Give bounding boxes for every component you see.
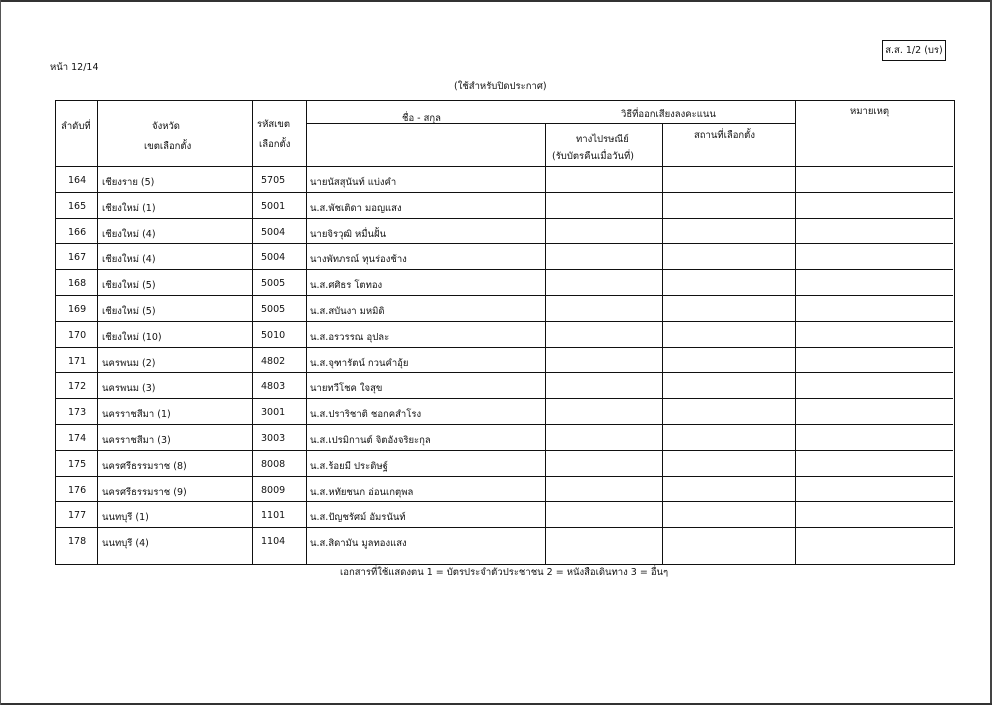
cell-candidate-name: น.ส.จุฑารัตน์ กวนคำอุ้ย: [310, 358, 409, 369]
row-line: [56, 218, 953, 219]
cell-province: นครพนม (3): [102, 383, 156, 394]
form-code-box: ส.ส. 1/2 (บร): [882, 40, 946, 61]
row-line: [56, 295, 953, 296]
page-top-edge: [0, 0, 992, 2]
cell-candidate-name: นายจิรวุฒิ หมื่นฝั้น: [310, 229, 387, 240]
cell-candidate-name: นายนัสสุนันท์ แบ่งคำ: [310, 177, 397, 188]
cell-province: นครราชสีมา (3): [102, 435, 171, 446]
row-line: [56, 450, 953, 451]
ballot-table: [55, 100, 955, 565]
cell-order: 167: [68, 252, 87, 263]
cell-candidate-name: น.ส.สิดามัน มูลทองแสง: [310, 538, 407, 549]
cell-order: 168: [68, 278, 87, 289]
cell-order: 177: [68, 510, 87, 521]
row-line: [306, 123, 795, 124]
cell-order: 176: [68, 485, 87, 496]
cell-candidate-name: น.ส.ปัญชรัศม์ อัมรนันท์: [310, 512, 406, 523]
cell-order: 166: [68, 227, 87, 238]
header-code-line1: รหัสเขต: [257, 119, 291, 130]
cell-district-code: 5705: [261, 175, 286, 186]
cell-order: 169: [68, 304, 87, 315]
row-line: [56, 527, 953, 528]
header-by-post-line2: (รับบัตรคืนเมื่อวันที่): [552, 151, 635, 162]
col-line: [252, 101, 253, 564]
cell-order: 165: [68, 201, 87, 212]
row-line: [56, 192, 953, 193]
row-line: [56, 269, 953, 270]
cell-district-code: 3001: [261, 407, 286, 418]
header-voting-method: วิธีที่ออกเสียงลงคะแนน: [621, 109, 716, 120]
col-line: [306, 101, 307, 564]
header-province-line2: เขตเลือกตั้ง: [144, 141, 192, 152]
cell-province: นนทบุรี (4): [102, 538, 149, 549]
cell-order: 173: [68, 407, 87, 418]
cell-district-code: 5004: [261, 252, 286, 263]
cell-province: เชียงใหม่ (4): [102, 254, 156, 265]
cell-candidate-name: น.ส.เปรมิกานต์ จิตอังจริยะกุล: [310, 435, 431, 446]
row-line: [56, 321, 953, 322]
cell-province: นครศรีธรรมราช (8): [102, 461, 187, 472]
cell-district-code: 5010: [261, 330, 286, 341]
cell-district-code: 5005: [261, 278, 286, 289]
cell-province: เชียงใหม่ (10): [102, 332, 162, 343]
cell-candidate-name: น.ส.ปราริชาติ ชอกคสำโรง: [310, 409, 422, 420]
header-order: ลำดับที่: [61, 121, 91, 132]
col-line: [97, 101, 98, 564]
row-line: [56, 166, 953, 167]
cell-province: เชียงใหม่ (1): [102, 203, 156, 214]
cell-province: เชียงใหม่ (4): [102, 229, 156, 240]
cell-province: เชียงใหม่ (5): [102, 280, 156, 291]
cell-province: นครศรีธรรมราช (9): [102, 487, 187, 498]
cell-order: 172: [68, 381, 87, 392]
cell-candidate-name: น.ส.อรวรรณ อุปละ: [310, 332, 390, 343]
cell-district-code: 5004: [261, 227, 286, 238]
col-line: [795, 101, 796, 564]
cell-district-code: 5005: [261, 304, 286, 315]
row-line: [56, 243, 953, 244]
cell-candidate-name: น.ส.หทัยชนก อ่อนเกตุพล: [310, 487, 414, 498]
col-line: [545, 123, 546, 564]
cell-candidate-name: น.ส.ศศิธร โตทอง: [310, 280, 383, 291]
cell-district-code: 8008: [261, 459, 286, 470]
cell-province: เชียงใหม่ (5): [102, 306, 156, 317]
page-number: หน้า 12/14: [50, 62, 99, 73]
cell-candidate-name: นายทวีโชค ใจสุข: [310, 383, 383, 394]
cell-district-code: 1104: [261, 536, 286, 547]
row-line: [56, 424, 953, 425]
cell-district-code: 4803: [261, 381, 286, 392]
row-line: [56, 347, 953, 348]
cell-province: นครพนม (2): [102, 358, 156, 369]
cell-order: 174: [68, 433, 87, 444]
row-line: [56, 476, 953, 477]
header-code-line2: เลือกตั้ง: [259, 139, 291, 150]
header-remarks: หมายเหตุ: [850, 106, 890, 117]
cell-district-code: 8009: [261, 485, 286, 496]
cell-province: นครราชสีมา (1): [102, 409, 171, 420]
row-line: [56, 372, 953, 373]
cell-candidate-name: น.ส.ร้อยมี ประดิษฐ์: [310, 461, 388, 472]
row-line: [56, 501, 953, 502]
cell-order: 178: [68, 536, 87, 547]
header-name: ชื่อ - สกุล: [402, 113, 441, 124]
page-subtitle: (ใช้สำหรับปิดประกาศ): [454, 81, 547, 92]
page-left-edge: [0, 0, 1, 705]
cell-province: เชียงราย (5): [102, 177, 155, 188]
header-by-post-line1: ทางไปรษณีย์: [576, 134, 629, 145]
cell-order: 170: [68, 330, 87, 341]
cell-district-code: 1101: [261, 510, 286, 521]
cell-order: 171: [68, 356, 87, 367]
row-line: [56, 398, 953, 399]
cell-candidate-name: น.ส.สบันงา มหมิดิ: [310, 306, 385, 317]
footnote: เอกสารที่ใช้แสดงตน 1 = บัตรประจำตัวประชาชน 2 = หนังสือเดินทาง 3 = อื่นๆ: [340, 567, 669, 578]
col-line: [662, 123, 663, 564]
cell-candidate-name: นางพัทภรณ์ ทุนร่องช้าง: [310, 254, 407, 265]
header-province-line1: จังหวัด: [152, 121, 180, 132]
cell-candidate-name: น.ส.พัชเติดา มอญแสง: [310, 203, 402, 214]
cell-order: 164: [68, 175, 87, 186]
header-at-station: สถานที่เลือกตั้ง: [694, 130, 755, 141]
cell-district-code: 5001: [261, 201, 286, 212]
cell-order: 175: [68, 459, 87, 470]
cell-district-code: 4802: [261, 356, 286, 367]
cell-province: นนทบุรี (1): [102, 512, 149, 523]
cell-district-code: 3003: [261, 433, 286, 444]
